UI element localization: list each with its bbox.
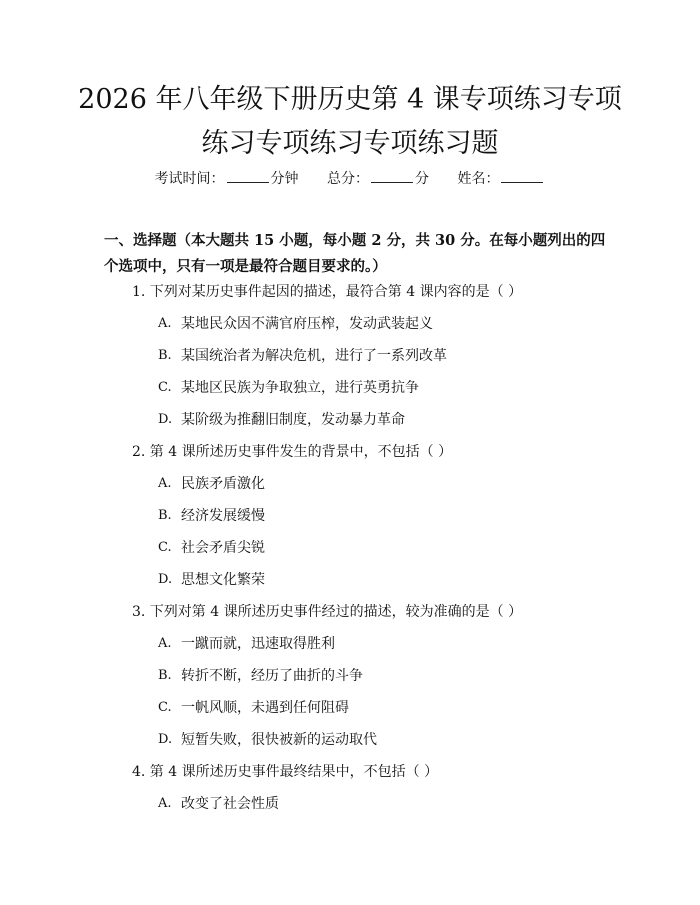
option-3a[interactable] — [0, 629, 700, 661]
exam-time-blank[interactable] — [227, 168, 269, 183]
option-letter: A. — [158, 796, 172, 811]
question-4 — [0, 757, 700, 789]
option-text: 某地区民族为争取独立，进行英勇抗争 — [181, 380, 419, 396]
option-letter: A. — [158, 316, 172, 331]
option-text: 某阶级为推翻旧制度，发动暴力革命 — [181, 412, 405, 428]
question-3 — [0, 597, 700, 629]
option-1d[interactable] — [0, 405, 700, 437]
option-text: 经济发展缓慢 — [181, 508, 265, 524]
student-name-label: 姓名： — [457, 171, 500, 187]
option-text: 民族矛盾激化 — [181, 476, 265, 492]
title-line-1: 2026 年八年级下册历史第 4 课专项练习专项 — [78, 84, 622, 115]
option-letter: A. — [158, 636, 172, 651]
section-heading: 一、选择题（本大题共 15 小题，每小题 2 分，共 30 分。在每小题列出的四个选项中，只有一项是最符合题目要求的。） — [104, 232, 606, 275]
option-letter: C. — [158, 540, 172, 555]
student-name-blank[interactable] — [501, 168, 543, 183]
option-text: 一蹴而就，迅速取得胜利 — [181, 636, 335, 652]
option-text: 思想文化繁荣 — [181, 572, 265, 588]
exam-info-row — [0, 168, 700, 189]
option-letter: C. — [158, 380, 172, 395]
option-letter: B. — [158, 668, 172, 683]
total-score-label: 总分： — [327, 171, 369, 187]
option-1c[interactable] — [0, 373, 700, 405]
option-letter: D. — [158, 412, 173, 427]
total-score-unit: 分 — [415, 171, 429, 187]
option-text: 转折不断，经历了曲折的斗争 — [181, 668, 363, 684]
student-name — [457, 171, 545, 187]
option-text: 某地民众因不满官府压榨，发动武装起义 — [181, 316, 433, 332]
total-score-blank[interactable] — [371, 168, 413, 183]
option-2b[interactable] — [0, 501, 700, 533]
question-1 — [0, 277, 700, 309]
option-letter: C. — [158, 700, 172, 715]
option-2a[interactable] — [0, 469, 700, 501]
title-line-2: 练习专项练习专项练习题 — [201, 128, 499, 159]
option-letter: B. — [158, 508, 172, 523]
option-3b[interactable] — [0, 661, 700, 693]
option-letter: A. — [158, 476, 172, 491]
option-3c[interactable] — [0, 693, 700, 725]
question-stem: 4. 第 4 课所述历史事件最终结果中，不包括（ ） — [132, 764, 439, 780]
option-2c[interactable] — [0, 533, 700, 565]
option-letter: B. — [158, 348, 172, 363]
option-text: 某国统治者为解决危机，进行了一系列改革 — [181, 348, 447, 364]
exam-time — [155, 171, 299, 187]
option-4a[interactable] — [0, 789, 700, 821]
option-1b[interactable] — [0, 341, 700, 373]
question-stem: 3. 下列对第 4 课所述历史事件经过的描述，较为准确的是（ ） — [132, 604, 523, 620]
option-text: 改变了社会性质 — [181, 796, 279, 812]
question-stem: 2. 第 4 课所述历史事件发生的背景中，不包括（ ） — [132, 444, 453, 460]
option-1a[interactable] — [0, 309, 700, 341]
option-2d[interactable] — [0, 565, 700, 597]
option-text: 社会矛盾尖锐 — [181, 540, 265, 556]
option-letter: D. — [158, 732, 173, 747]
option-text: 一帆风顺，未遇到任何阻碍 — [181, 700, 349, 716]
question-2 — [0, 437, 700, 469]
exam-time-unit: 分钟 — [270, 171, 299, 187]
exam-time-label: 考试时间： — [154, 171, 225, 187]
question-list — [0, 277, 700, 821]
option-letter: D. — [158, 572, 173, 587]
option-3d[interactable] — [0, 725, 700, 757]
page-title — [60, 78, 640, 166]
question-stem: 1. 下列对某历史事件起因的描述，最符合第 4 课内容的是（ ） — [132, 284, 523, 300]
option-text: 短暂失败，很快被新的运动取代 — [181, 732, 377, 748]
total-score — [327, 171, 429, 187]
